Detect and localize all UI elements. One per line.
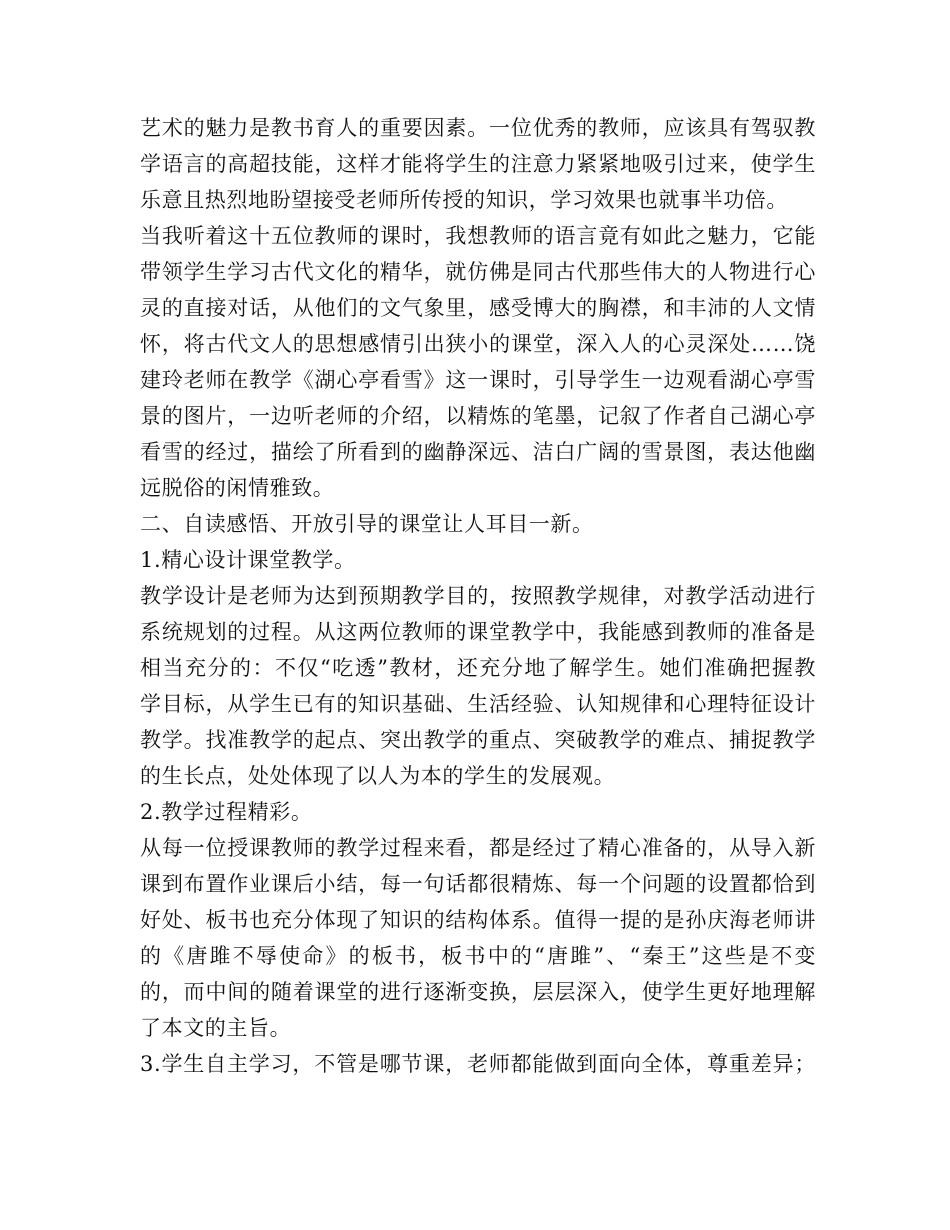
text-line: 了本文的主旨。	[140, 1016, 292, 1040]
text-line: 远脱俗的闲情雅致。	[140, 476, 335, 500]
text-line: 怀，将古代文人的思想感情引出狭小的课堂，深入人的心灵深处……饶	[140, 332, 816, 356]
text-line: 当我听着这十五位教师的课时，我想教师的语言竟有如此之魅力，它能	[140, 224, 816, 248]
subsection-heading: 1.精心设计课堂教学。	[140, 548, 356, 572]
text-line: 灵的直接对话，从他们的文气象里，感受博大的胸襟，和丰沛的人文情	[140, 296, 816, 320]
text-line: 建玲老师在教学《湖心亭看雪》这一课时，引导学生一边观看湖心亭雪	[140, 368, 816, 392]
section-heading: 二、自读感悟、开放引导的课堂让人耳目一新。	[140, 512, 594, 536]
text-line: 好处、板书也充分体现了知识的结构体系。值得一提的是孙庆海老师讲	[140, 908, 816, 932]
text-line: 从每一位授课教师的教学过程来看，都是经过了精心准备的，从导入新	[140, 836, 816, 860]
text-line: 3.学生自主学习，不管是哪节课，老师都能做到面向全体，尊重差异；	[140, 1052, 816, 1076]
text-line: 景的图片，一边听老师的介绍，以精炼的笔墨，记叙了作者自己湖心亭	[140, 404, 816, 428]
text-line: 的，而中间的随着课堂的进行逐渐变换，层层深入，使学生更好地理解	[140, 980, 816, 1004]
text-line: 看雪的经过，描绘了所看到的幽静深远、洁白广阔的雪景图，表达他幽	[140, 440, 816, 464]
subsection-heading: 2.教学过程精彩。	[140, 800, 313, 824]
text-line: 相当充分的：不仅“吃透”教材，还充分地了解学生。她们准确把握教	[140, 656, 816, 680]
text-line: 课到布置作业课后小结，每一句话都很精炼、每一个问题的设置都恰到	[140, 872, 816, 896]
text-line: 教学设计是老师为达到预期教学目的，按照教学规律，对教学活动进行	[140, 584, 816, 608]
text-line: 系统规划的过程。从这两位教师的课堂教学中，我能感到教师的准备是	[140, 620, 816, 644]
text-line: 教学。找准教学的起点、突出教学的重点、突破教学的难点、捕捉教学	[140, 728, 816, 752]
text-line: 乐意且热烈地盼望接受老师所传授的知识，学习效果也就事半功倍。	[140, 188, 788, 212]
text-line: 学目标，从学生已有的知识基础、生活经验、认知规律和心理特征设计	[140, 692, 816, 716]
text-line: 的生长点，处处体现了以人为本的学生的发展观。	[140, 764, 616, 788]
text-line: 的《唐雎不辱使命》的板书，板书中的“唐雎”、“秦王”这些是不变	[140, 944, 816, 968]
text-line: 艺术的魅力是教书育人的重要因素。一位优秀的教师，应该具有驾驭教	[140, 116, 816, 140]
body-text	[140, 110, 816, 1082]
text-line: 学语言的高超技能，这样才能将学生的注意力紧紧地吸引过来，使学生	[140, 152, 816, 176]
text-line: 带领学生学习古代文化的精华，就仿佛是同古代那些伟大的人物进行心	[140, 260, 816, 284]
